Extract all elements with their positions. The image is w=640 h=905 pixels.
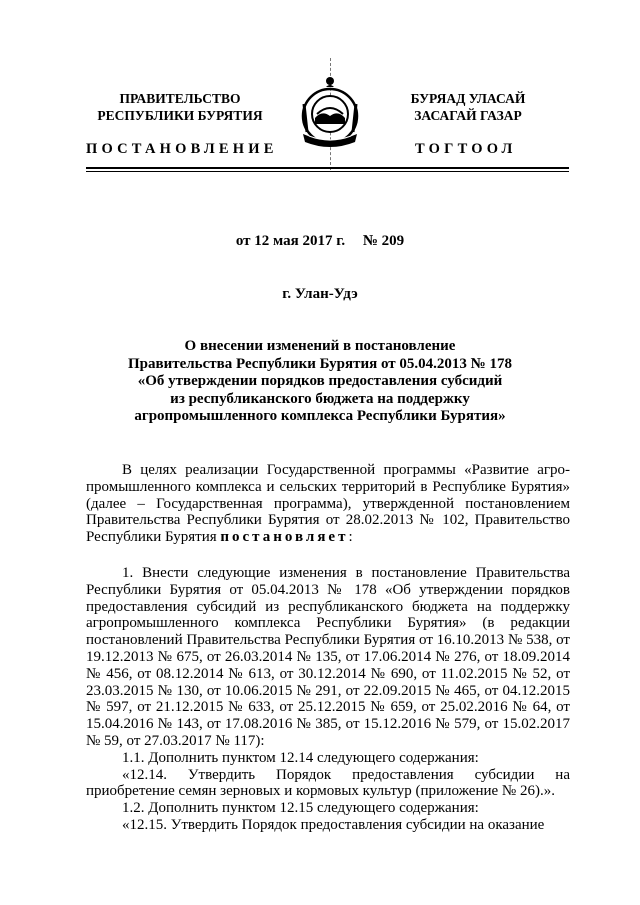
decree-word: постановляет <box>220 529 349 546</box>
decree-title <box>70 338 570 426</box>
issuer-bua <box>388 90 548 124</box>
item-1-2-quote: «12.15. Утвердить Порядок предоставления субсидии на оказание <box>122 816 545 833</box>
issuer-ru-line1: ПРАВИТЕЛЬСТВО <box>119 91 241 106</box>
item-1-2: 1.2. Дополнить пунктом 12.15 следующего содержания: <box>122 800 479 817</box>
decree-items <box>86 565 570 834</box>
title-line: О внесении изменений в постановление <box>184 338 456 354</box>
header-rule-thin <box>86 171 569 172</box>
item-1-1: 1.1. Дополнить пунктом 12.14 следующего содержания: <box>122 749 479 766</box>
decree-number: № 209 <box>362 233 405 249</box>
decree-city: г. Улан-Удэ <box>282 286 358 302</box>
issuer-bua-line1: БУРЯАД УЛАСАЙ <box>410 91 526 106</box>
issuer-ru-line2: РЕСПУБЛИКИ БУРЯТИЯ <box>97 108 263 123</box>
issuer-bua-line2: ЗАСАГАЙ ГАЗАР <box>414 108 522 123</box>
title-line: из республиканского бюджета на поддержку <box>170 390 470 407</box>
decree-date: от 12 мая 2017 г. <box>235 233 346 249</box>
title-line: агропромышленного комплекса Республики Бурятия» <box>134 408 506 424</box>
decree-date-line <box>0 233 640 250</box>
preamble-text: В целях реализации Государственной программы «Развитие агро-промышленного комплекса и сельских территорий в Республике Бурятия» (далее – Государственная программа), утвержденной постановлением Правительства Республики Бурятия от 28.02.2013 № 102, Правительство Республики Бурятия <box>86 462 570 546</box>
coat-of-arms-icon <box>297 74 363 150</box>
item-1-1-quote: «12.14. Утвердить Порядок предоставления субсидии на приобретение семян зерновых и кормовых культур (приложение № 26).». <box>86 766 570 800</box>
item-1: 1. Внести следующие изменения в постановление Правительства Республики Бурятия от 05.04.2013 № 178 «Об утверждении порядков предоставления субсидий из республиканского бюджета на поддержку агропромышленного комплекса Республики Бурятия» (в редакции постановлений Правительства Республики Бурятия от 16.10.2013 № 538, от 19.12.2013 № 675, от 26.03.2014 № 135, от 17.06.2014 № 276, от 18.09.2014 № 456, от 08.12.2014 № 613, от 30.12.2014 № 690, от 11.02.2015 № 52, от 23.03.2015 № 130, от 10.06.2015 № 291, от 22.09.2015 № 465, от 04.12.2015 № 597, от 21.12.2015 № 633, от 25.12.2015 № 659, от 25.02.2016 № 64, от 15.04.2016 № 143, от 17.08.2016 № 385, от 15.12.2016 № 579, от 15.02.2017 № 59, от 27.03.2017 № 117): <box>86 565 570 749</box>
header-rule-thick <box>86 167 569 169</box>
doc-type-ru: ПОСТАНОВЛЕНИЕ <box>86 141 278 157</box>
title-line: «Об утверждении порядков предоставления субсидий <box>137 373 503 389</box>
doc-type-bua: ТОГТООЛ <box>415 141 517 157</box>
title-line: Правительства Республики Бурятия от 05.04.2013 № 178 <box>127 355 512 372</box>
issuer-ru <box>86 90 274 124</box>
preamble-paragraph: В целях реализации Государственной программы «Развитие агро-промышленного комплекса и сельских территорий в Республике Бурятия» (далее – Государственная программа), утвержденной постановлением Правительства Республики Бурятия от 28.02.2013 № 102, Правительство Республики Бурятия постановляет: <box>86 462 570 546</box>
